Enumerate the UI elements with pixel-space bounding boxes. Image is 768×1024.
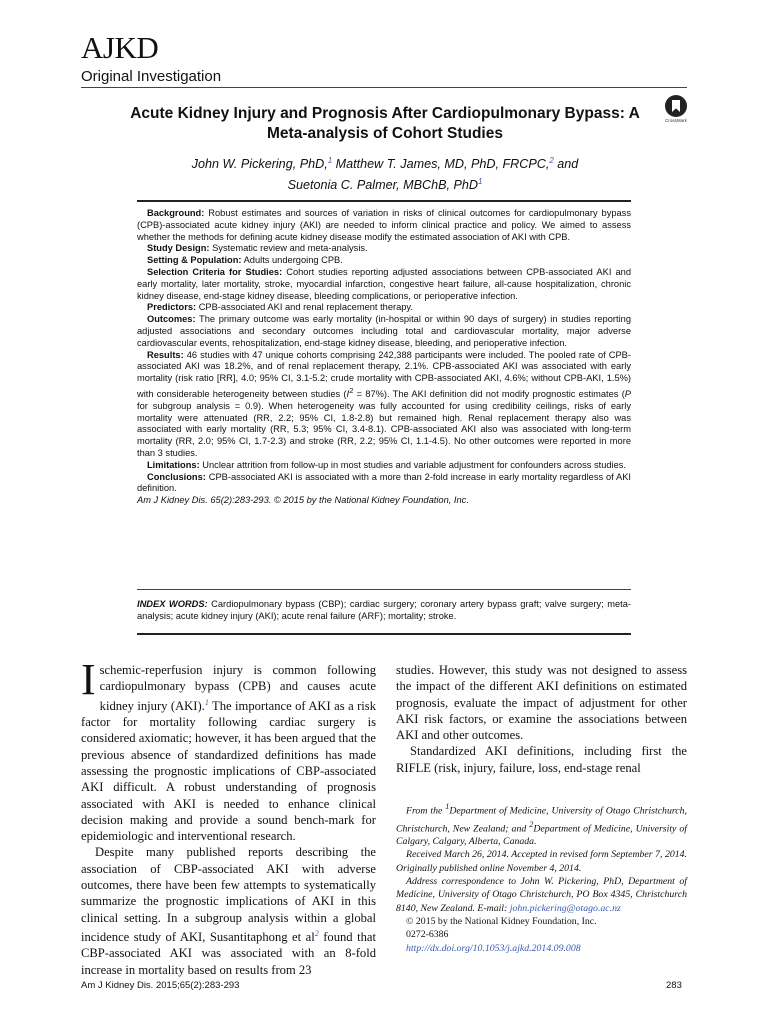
crossmark-icon[interactable] <box>665 95 687 117</box>
abstract-text: Robust estimates and sources of variation in risks of clinical outcomes for cardiopulmonary bypass (CPB)-associated acute kidney injury (AKI) are needed to inform clinical practice and policy. We aimed to assess whether the methods for defining acute kidney disease modify the estimated association of AKI with CPB. <box>137 208 631 242</box>
abstract-outcomes <box>137 314 631 349</box>
abstract-heading: Study Design: <box>147 243 210 254</box>
abstract-text: for subgroup analysis = 0.9). When heterogeneity was fully accounted for using credibility ceilings, risks of early mortality were attenuated (RR, 2.2; 95% CI, 1.8-2.8) but remained high. Renal replacement therapy also was associated with early mortality (RR, 5.3; 95% CI, 3.4-8.1). CPB-associated AKI also was associated with long-term mortality (RR, 2.0; 95% CI, 1.7-2.3) and stroke (RR, 2.2; 95% CI, 1.1-4.5). No other outcomes were reported in more than 3 studies. <box>137 400 631 459</box>
abstract-divider <box>137 589 631 590</box>
footnote-text: Department of Medicine, University of Calgary, Calgary, Alberta, Canada. <box>396 822 688 848</box>
abstract <box>137 208 631 507</box>
author-conjunction: and <box>557 157 579 172</box>
body-paragraph: Standardized AKI definitions, including first the RIFLE (risk, injury, failure, loss, end-stage renal <box>396 744 687 775</box>
body-column-left <box>81 655 376 978</box>
abstract-heading: Results: <box>147 349 184 360</box>
abstract-text: Adults undergoing CPB. <box>243 255 343 266</box>
crossmark-badge[interactable] <box>661 95 691 123</box>
body-text: The importance of AKI as a risk factor for mortality following cardiac surgery is considered axiomatic; however, it has been argued that the previous absence of standardized definitions has made assessing the prognostic implications of CBP-associated AKI difficult. A robust understanding of prognosis associated with AKI is needed to enhance clinical decision making and provide a sound bench-mark for epidemiologic and interventional research. <box>81 698 376 844</box>
body-paragraph: studies. However, this study was not designed to assess the impact of the different AKI definitions on estimated prognosis, evaluate the impact of adjustment for other AKI risk factors, or examine the associations between AKI and other outcomes. <box>396 663 687 743</box>
abstract-text: Unclear attrition from follow-up in most studies and variable adjustment for confounders across studies. <box>202 459 627 470</box>
abstract-text: = 87%). The AKI definition did not modify prognostic estimates ( <box>353 389 625 400</box>
abstract-text: 46 studies with 47 unique cohorts comprising 242,388 participants were included. The pooled rate of CPB-associated AKI was 18.2%, and of renal replacement therapy, 2.1%. CPB-associated AKI was associated with early mortality (risk ratio [RR], 4.0; 95% CI, 3.1-5.2; crude mortality with CPB-associated AKI, 4.6%; without CPB-AKI, 1.5%) with considerable heterogeneity between studies ( <box>137 349 631 400</box>
reference-link[interactable]: 1 <box>204 697 209 707</box>
received-note: Received March 26, 2014. Accepted in revised form September 7, 2014. Originally published online November 4, 2014. <box>396 849 687 874</box>
issn-note: 0272-6386 <box>406 929 449 941</box>
index-words-heading: INDEX WORDS: <box>137 599 208 609</box>
drop-cap: I <box>81 655 96 704</box>
abstract-text: Cohort studies reporting adjusted associations between CPB-associated AKI and early mortality, later mortality, stroke, myocardial infarction, congestive heart failure, all-cause hospitalization, chronic kidney disease, end-stage kidney disease, bleeding complications, or perioperative infection. <box>137 266 631 301</box>
journal-logo: AJKD <box>81 30 159 65</box>
abstract-text: Systematic review and meta-analysis. <box>212 243 368 254</box>
abstract-results <box>137 350 631 460</box>
abstract-heading: Outcomes: <box>147 314 196 325</box>
author-1: John W. Pickering, PhD, <box>191 157 328 172</box>
section-label: Original Investigation <box>81 68 222 85</box>
i-squared-exponent: 2 <box>349 385 354 395</box>
abstract-heading: Predictors: <box>147 302 197 313</box>
footnote-text: Department of Medicine, University of Otago Christchurch, Christchurch, New Zealand; and <box>396 805 687 834</box>
body-paragraph <box>81 655 376 844</box>
header-rule <box>81 87 687 88</box>
doi-link[interactable]: http://dx.doi.org/10.1053/j.ajkd.2014.09.008 <box>406 942 581 954</box>
p-value-symbol: P <box>624 389 631 400</box>
abstract-design <box>137 243 631 255</box>
author-2-affiliation[interactable]: 2 <box>549 156 554 165</box>
email-link[interactable]: john.pickering@otago.ac.nz <box>509 902 621 914</box>
author-2: Matthew T. James, MD, PhD, FRCPC, <box>335 157 550 172</box>
i-squared-symbol: I <box>346 389 350 400</box>
article-footnotes <box>396 800 687 955</box>
affiliation-marker: 1 <box>445 802 450 811</box>
abstract-setting <box>137 255 631 267</box>
reference-link[interactable]: 2 <box>314 928 319 938</box>
footnote-text: Address correspondence to John W. Pickering, PhD, Department of Medicine, University of Otago Christchurch, PO Box 4345, Christchurch 8140, New Zealand. E-mail: <box>396 876 687 914</box>
author-list <box>120 152 650 194</box>
article-title: Acute Kidney Injury and Prognosis After Cardiopulmonary Bypass: A Meta-analysis of Cohort Studies <box>130 105 640 142</box>
abstract-criteria <box>137 267 631 302</box>
abstract-predictors <box>137 302 631 314</box>
body-text: schemic-reperfusion injury is common following cardiopulmonary bypass (CPB) and causes acute kidney injury (AKI). <box>99 663 376 713</box>
index-words-text: Cardiopulmonary bypass (CBP); cardiac surgery; coronary artery bypass graft; valve surgery; meta-analysis; acute kidney injury (AKI); acute renal failure (ARF); mortality; stroke. <box>137 599 631 622</box>
body-column-right <box>396 662 687 776</box>
abstract-bottom-rule <box>137 633 631 635</box>
abstract-text: The primary outcome was early mortality (in-hospital or within 90 days of surgery) in studies reporting adjusted associations and secondary outcomes including total and cardiovascular mortality, major adverse cardiovascular events, rehospitalization, end-stage kidney disease, bleeding, and perioperative infection. <box>137 314 631 348</box>
author-3: Suetonia C. Palmer, MBChB, PhD <box>287 178 478 193</box>
copyright-note: © 2015 by the National Kidney Foundation, Inc. <box>406 915 597 927</box>
abstract-text: CPB-associated AKI is associated with a more than 2-fold increase in early mortality regardless of AKI definition. <box>137 471 631 494</box>
correspondence-note <box>396 875 687 915</box>
body-text: found that CBP-associated AKI was associated with an 8-fold increase in mortality based on results from 23 <box>81 930 376 977</box>
body-text: Despite many published reports describing the association of CBP-associated AKI with adverse outcomes, there have been few attempts to systematically summarize the prognostic implications of AKI in this clinical setting. In a subgroup analysis within a global incidence study of AKI, Susantitaphong et al <box>81 845 376 945</box>
crossmark-label: CrossMark <box>665 118 687 123</box>
author-1-affiliation[interactable]: 1 <box>327 156 333 165</box>
footer-citation: Am J Kidney Dis. 2015;65(2):283-293 <box>81 980 240 991</box>
abstract-heading: Background: <box>147 208 205 218</box>
abstract-heading: Setting & Population: <box>147 255 242 266</box>
page-number: 283 <box>666 980 682 991</box>
abstract-citation: Am J Kidney Dis. 65(2):283-293. © 2015 by the National Kidney Foundation, Inc. <box>137 495 469 506</box>
abstract-limitations <box>137 460 631 472</box>
abstract-top-rule <box>137 200 631 202</box>
author-3-affiliation[interactable]: 1 <box>477 177 483 187</box>
abstract-text: CPB-associated AKI and renal replacement therapy. <box>198 302 413 313</box>
affiliation-marker: 2 <box>529 819 534 829</box>
abstract-heading: Conclusions: <box>147 471 206 482</box>
abstract-heading: Selection Criteria for Studies: <box>147 266 283 277</box>
abstract-background <box>137 208 631 243</box>
footnote-text: From the <box>406 805 446 817</box>
abstract-conclusions <box>137 472 631 496</box>
body-paragraph <box>81 844 376 978</box>
abstract-heading: Limitations: <box>147 459 200 470</box>
affiliation-note <box>396 800 687 848</box>
index-words <box>137 598 631 622</box>
